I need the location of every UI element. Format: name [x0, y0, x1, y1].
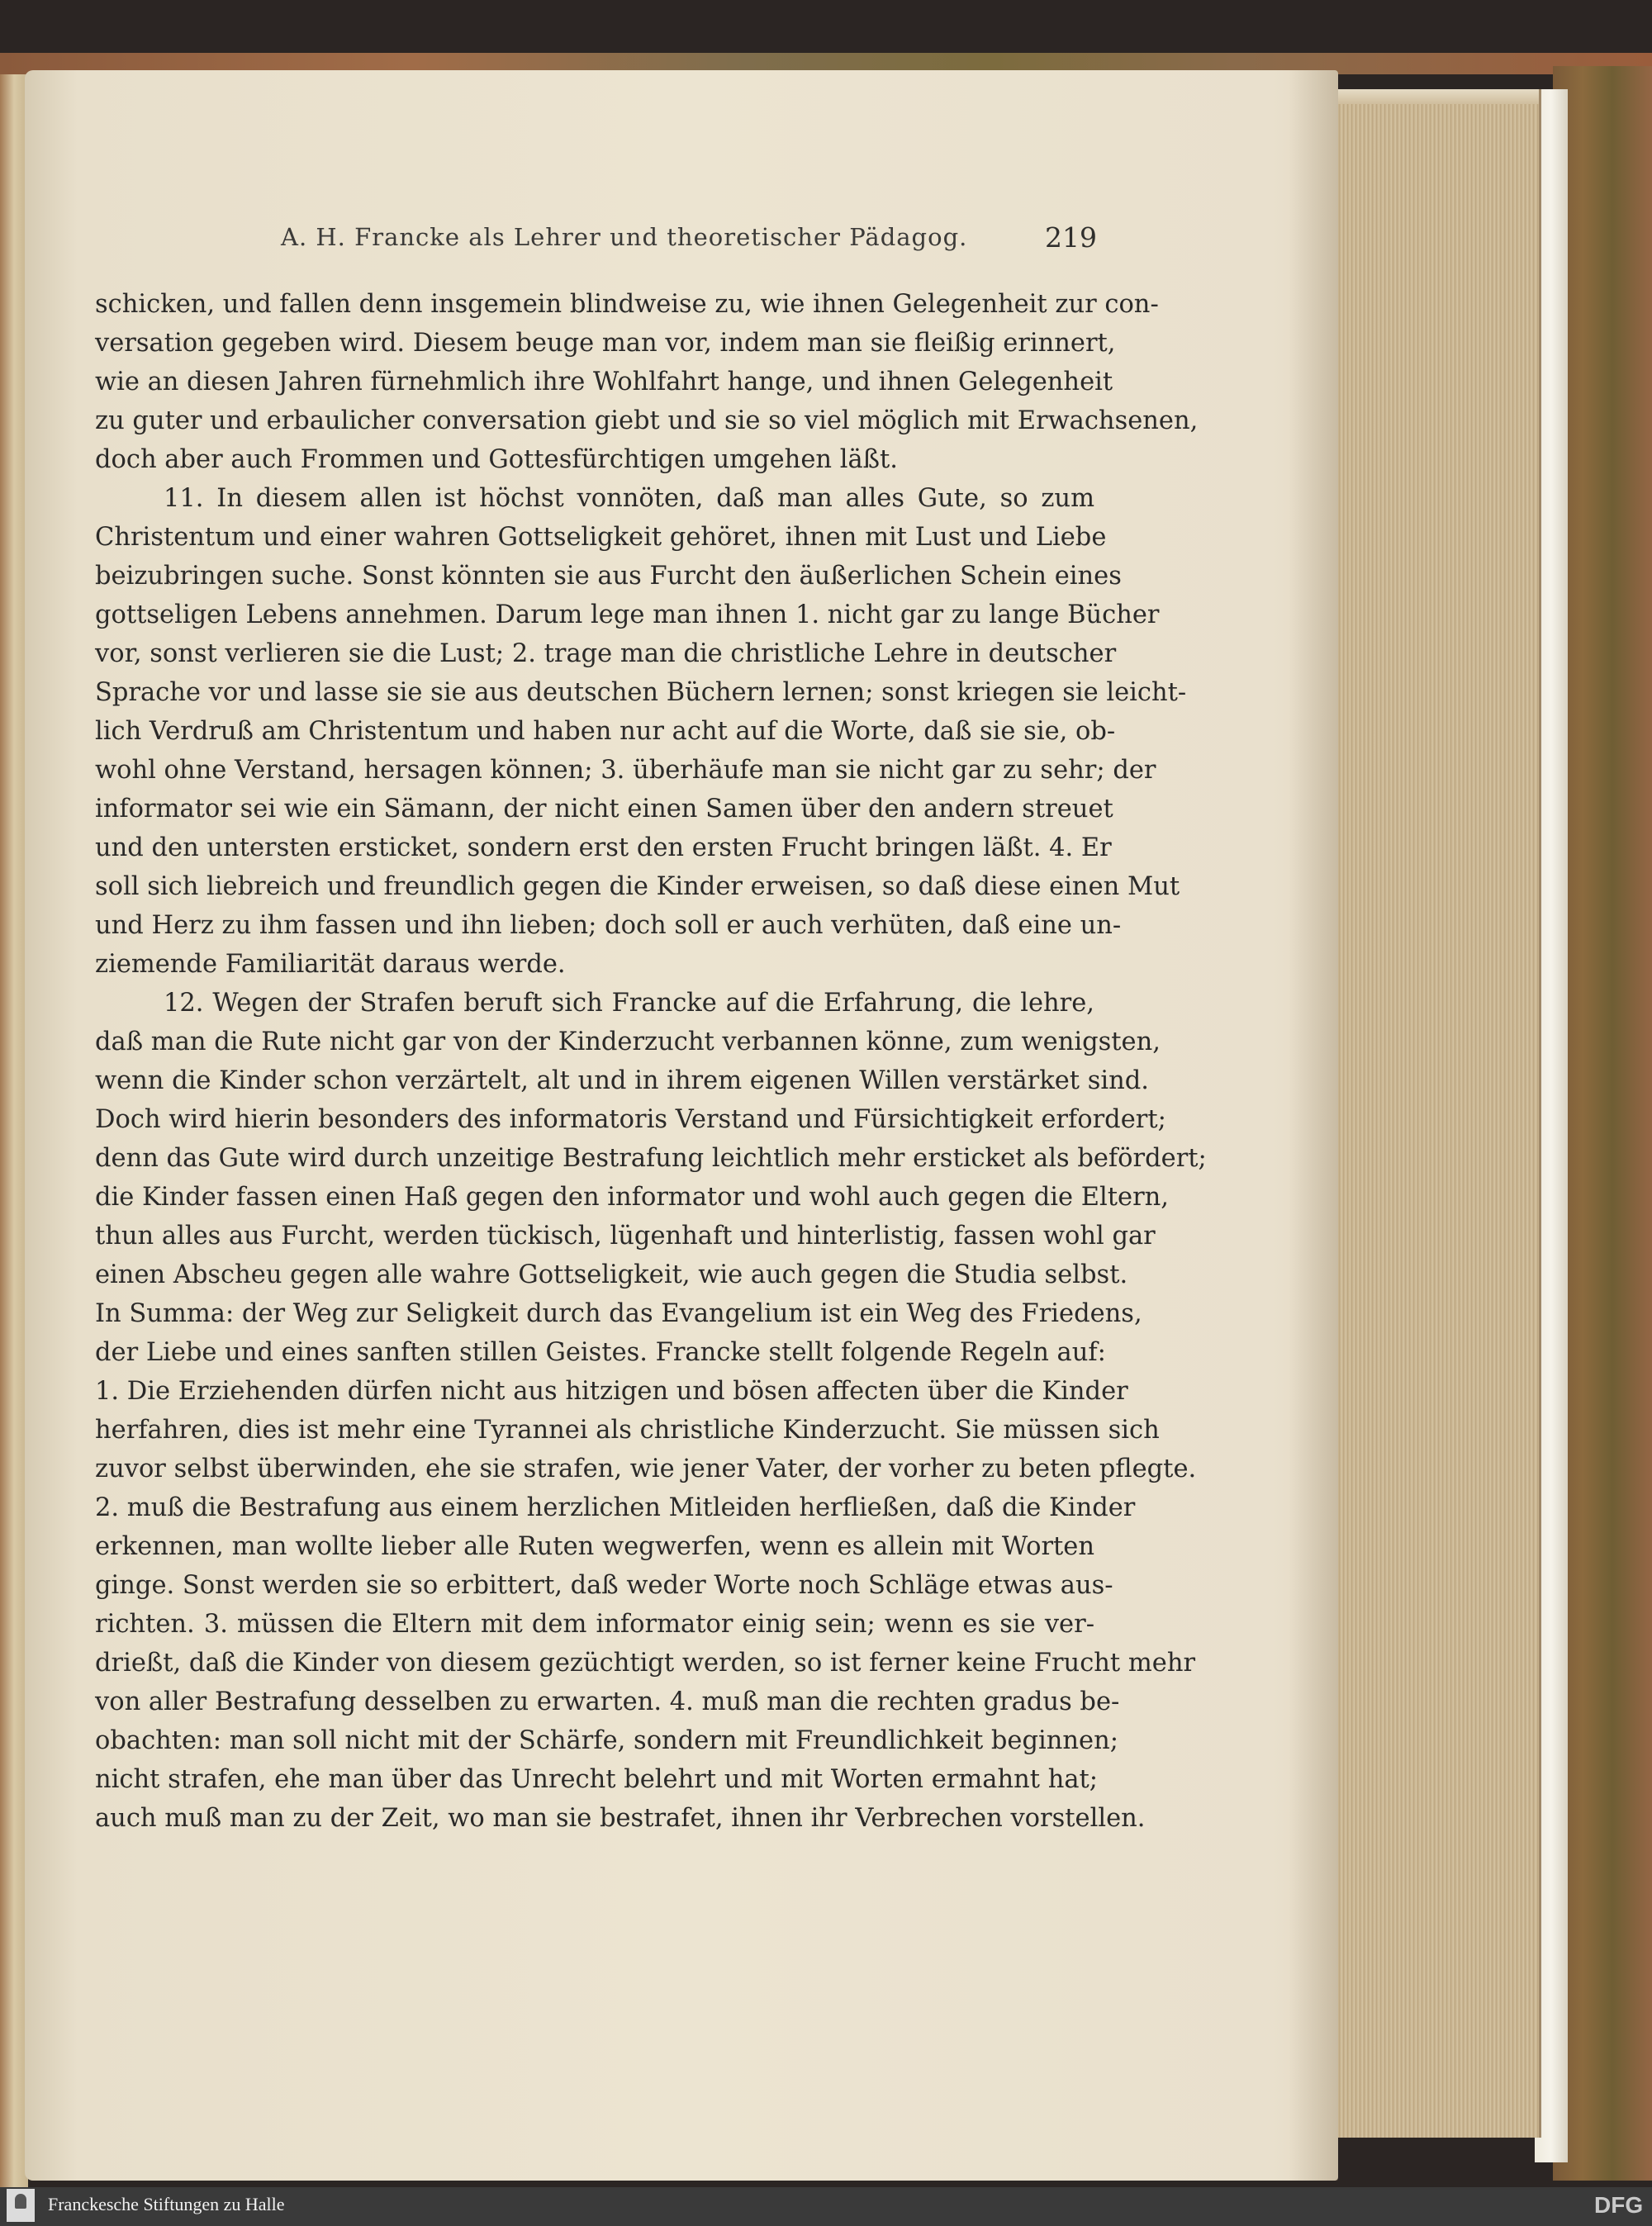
- text-line: 2. muß die Bestrafung aus einem herzlichen Mitleiden herfließen, daß die Kinder: [95, 1493, 1136, 1522]
- text-line: wenn die Kinder schon verzärtelt, alt und in ihrem eigenen Willen verstärket sind.: [95, 1066, 1149, 1095]
- text-line: drießt, daß die Kinder von diesem gezüchtigt werden, so ist ferner keine Frucht mehr: [95, 1649, 1196, 1678]
- text-line: nicht strafen, ehe man über das Unrecht belehrt und mit Worten ermahnt hat;: [95, 1765, 1099, 1794]
- text-line: zuvor selbst überwinden, ehe sie strafen, wie jener Vater, der vorher zu beten pflegte.: [95, 1455, 1197, 1483]
- text-line: Sprache vor und lasse sie sie aus deutschen Büchern lernen; sonst kriegen sie leicht-: [95, 678, 1187, 707]
- gutter-shadow: [1289, 70, 1338, 2181]
- text-line: beizubringen suche. Sonst könnten sie aus Furcht den äußerlichen Schein eines: [95, 562, 1122, 591]
- text-line: soll sich liebreich und freundlich gegen die Kinder erweisen, so daß diese einen Mut: [95, 872, 1180, 901]
- page-block-top: [1320, 89, 1539, 104]
- text-line: thun alles aus Furcht, werden tückisch, lügenhaft und hinterlistig, fassen wohl gar: [95, 1222, 1156, 1251]
- text-line: und den untersten ersticket, sondern erst den ersten Frucht bringen läßt. 4. Er: [95, 833, 1112, 862]
- dfg-logo: DFG: [1594, 2192, 1644, 2218]
- body-text: [95, 285, 1207, 1838]
- text-line: richten. 3. müssen die Eltern mit dem informator einig sein; wenn es sie ver-: [95, 1610, 1094, 1639]
- text-line: wohl ohne Verstand, hersagen können; 3. überhäufe man sie nicht gar zu sehr; der: [95, 756, 1156, 785]
- text-line: erkennen, man wollte lieber alle Ruten wegwerfen, wenn es allein mit Worten: [95, 1532, 1094, 1561]
- text-line: die Kinder fassen einen Haß gegen den informator und wohl auch gegen die Eltern,: [95, 1183, 1170, 1212]
- facing-page-edge: [0, 74, 28, 2214]
- book-cover-right: [1553, 66, 1652, 2181]
- text-line: obachten: man soll nicht mit der Schärfe, sondern mit Freundlichkeit beginnen;: [95, 1726, 1119, 1755]
- text-line: zu guter und erbaulicher conversation giebt und sie so viel möglich mit Erwachsenen,: [95, 406, 1199, 435]
- institution-name: Franckesche Stiftungen zu Halle: [48, 2194, 285, 2214]
- text-line: herfahren, dies ist mehr eine Tyrannei als christliche Kinderzucht. Sie müssen sich: [95, 1416, 1160, 1445]
- running-title: A. H. Francke als Lehrer und theoretischer Pädagog.: [281, 223, 968, 251]
- text-line: 11. In diesem allen ist höchst vonnöten, daß man alles Gute, so zum: [164, 484, 1094, 513]
- text-line: Christentum und einer wahren Gottseligkeit gehöret, ihnen mit Lust und Liebe: [95, 523, 1107, 552]
- text-line: auch muß man zu der Zeit, wo man sie bestrafet, ihnen ihr Verbrechen vorstellen.: [95, 1804, 1146, 1833]
- text-line: gottseligen Lebens annehmen. Darum lege man ihnen 1. nicht gar zu lange Bücher: [95, 600, 1160, 629]
- text-line: informator sei wie ein Sämann, der nicht einen Samen über den andern streuet: [95, 795, 1113, 823]
- text-line: doch aber auch Frommen und Gottesfürchtigen umgehen läßt.: [95, 445, 898, 474]
- text-line: Doch wird hierin besonders des informatoris Verstand und Fürsichtigkeit erfordert;: [95, 1105, 1166, 1134]
- text-line: ginge. Sonst werden sie so erbittert, daß weder Worte noch Schläge etwas aus-: [95, 1571, 1113, 1600]
- text-line: 12. Wegen der Strafen beruft sich Francke auf die Erfahrung, die lehre,: [164, 989, 1094, 1018]
- text-line: wie an diesen Jahren fürnehmlich ihre Wohlfahrt hange, und ihnen Gelegenheit: [95, 368, 1113, 396]
- text-line: denn das Gute wird durch unzeitige Bestrafung leichtlich mehr ersticket als befördert;: [95, 1144, 1207, 1173]
- text-line: der Liebe und eines sanften stillen Geistes. Francke stellt folgende Regeln auf:: [95, 1338, 1106, 1367]
- text-line: einen Abscheu gegen alle wahre Gottseligkeit, wie auch gegen die Studia selbst.: [95, 1260, 1128, 1289]
- text-line: ziemende Familiarität daraus werde.: [95, 950, 566, 979]
- text-line: versation gegeben wird. Diesem beuge man vor, indem man sie fleißig erinnert,: [95, 329, 1116, 358]
- text-line: 1. Die Erziehenden dürfen nicht aus hitzigen und bösen affecten über die Kinder: [95, 1377, 1128, 1406]
- text-line: und Herz zu ihm fassen und ihn lieben; doch soll er auch verhüten, daß eine un-: [95, 911, 1122, 940]
- text-line: schicken, und fallen denn insgemein blindweise zu, wie ihnen Gelegenheit zur con-: [95, 290, 1159, 319]
- page-number: 219: [1045, 221, 1097, 254]
- text-line: von aller Bestrafung desselben zu erwarten. 4. muß man die rechten gradus be-: [95, 1687, 1120, 1716]
- institution-logo-icon: [7, 2189, 35, 2222]
- text-line: lich Verdruß am Christentum und haben nur acht auf die Worte, daß sie sie, ob-: [95, 717, 1116, 746]
- text-line: daß man die Rute nicht gar von der Kinderzucht verbannen könne, zum wenigsten,: [95, 1028, 1161, 1056]
- text-line: vor, sonst verlieren sie die Lust; 2. trage man die christliche Lehre in deutscher: [95, 639, 1117, 668]
- text-line: In Summa: der Weg zur Seligkeit durch das Evangelium ist ein Weg des Friedens,: [95, 1299, 1142, 1328]
- page-block-edge: [1320, 89, 1541, 2138]
